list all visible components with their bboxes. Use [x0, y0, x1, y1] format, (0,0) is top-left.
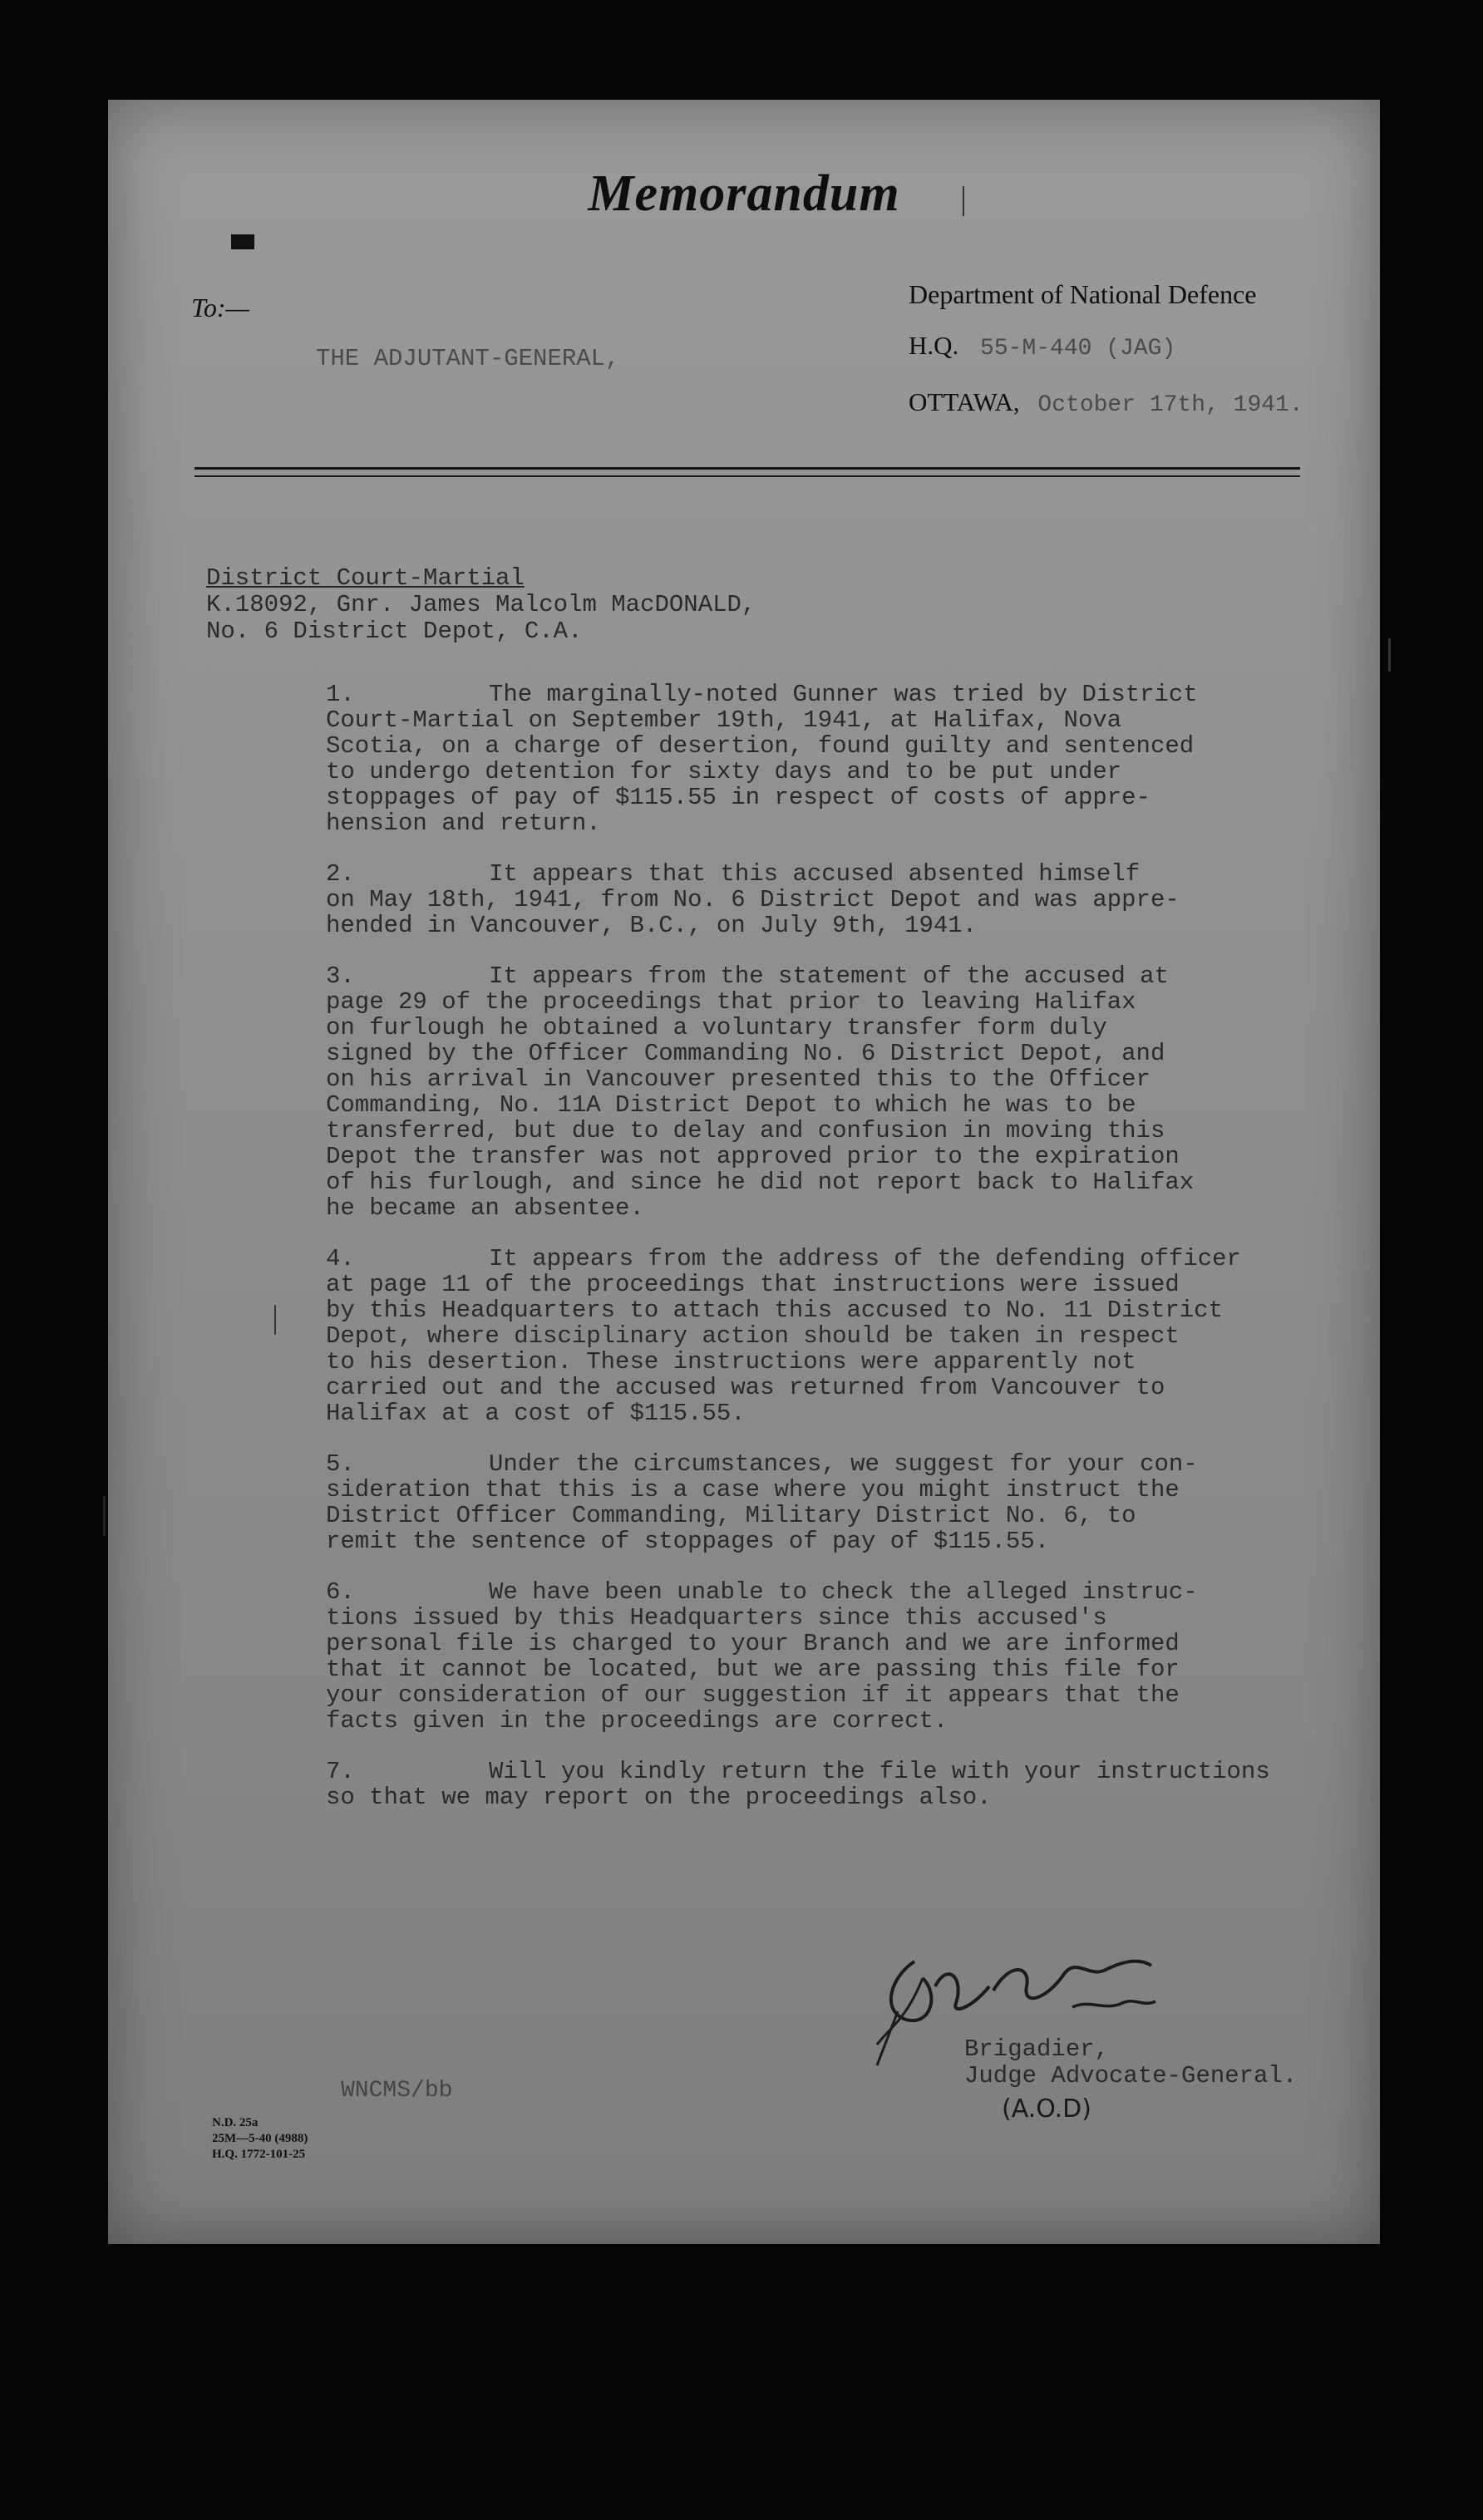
- margin-mark: [274, 1305, 276, 1335]
- paragraph-number: 4.: [326, 1245, 355, 1272]
- hq-label: H.Q.: [909, 331, 959, 360]
- form-reference: [212, 2115, 308, 2163]
- signatory-office: Judge Advocate-General.: [964, 2062, 1298, 2089]
- paragraph-number: 1.: [326, 681, 355, 708]
- form-ref-line-3: H.Q. 1772-101-25: [212, 2148, 306, 2161]
- paragraph-4: [326, 1246, 1348, 1426]
- handwritten-note: (A.O.D): [1002, 2094, 1091, 2124]
- subject-line-1: District Court-Martial: [206, 564, 525, 592]
- header-rule-top: [195, 467, 1300, 470]
- addressee: THE ADJUTANT-GENERAL,: [316, 345, 620, 372]
- paragraph-text: It appears that this accused absented himself on May 18th, 1941, from No. 6 District Depot and was appre- hended in Vancouver, B.C., on July 9th, 1941.: [326, 860, 1180, 939]
- department-name: Department of National Defence: [909, 279, 1257, 309]
- paragraph-6: [326, 1579, 1348, 1734]
- paragraph-text: It appears from the statement of the accused at page 29 of the proceedings that prior to leaving Halifax on furlough he obtained a voluntary transfer form duly signed by the Officer Commanding No. 6 District Depot, and on his arrival in Vancouver presented this to the Officer Commanding, No. 11A District Depot to which he was to be transferred, but due to delay and confusion in moving this Depot the transfer was not approved prior to the expiration of his furlough, and since he did not report back to Halifax he became an absentee.: [326, 962, 1195, 1222]
- paragraph-number: 5.: [326, 1450, 355, 1478]
- subject-line-2: K.18092, Gnr. James Malcolm MacDONALD,: [206, 591, 756, 618]
- header-rule-bottom: [195, 475, 1300, 477]
- paragraph-text: We have been unable to check the alleged instruc- tions issued by this Headquarters since this accused's personal file is charged to your Branch and we are informed that it cannot be located, but we are passing this file for your consideration of our suggestion if it appears that the facts given in the proceedings are correct.: [326, 1578, 1198, 1735]
- paragraph-number: 6.: [326, 1578, 355, 1606]
- paragraph-text: It appears from the address of the defending officer at page 11 of the proceedings that instructions were issued by this Headquarters to attach this accused to No. 11 District Depot, where disciplinary action should be taken in respect to his desertion. These instructions were apparently not carried out and the accused was returned from Vancouver to Halifax at a cost of $115.55.: [326, 1245, 1241, 1427]
- paragraph-3: [326, 963, 1348, 1221]
- paragraph-text: The marginally-noted Gunner was tried by District Court-Martial on September 19th, 1941, at Halifax, Nova Scotia, on a charge of desertion, found guilty and sentenced to undergo detention for sixty days and to be put under stoppages of pay of $115.55 in respect of costs of appre- hension and return.: [326, 681, 1198, 837]
- hq-file-number: 55-M-440 (JAG): [980, 336, 1176, 362]
- subject-line-3: No. 6 District Depot, C.A.: [206, 618, 583, 645]
- paragraph-text: Under the circumstances, we suggest for your con- sideration that this is a case where you might instruct the District Officer Commanding, Military District No. 6, to remit the sentence of stoppages of pay of $115.55.: [326, 1450, 1198, 1555]
- hq-file-row: [909, 331, 1175, 362]
- paragraph-number: 3.: [326, 962, 355, 990]
- signatory-title: [964, 2036, 1297, 2089]
- to-label: To:—: [191, 293, 249, 322]
- memo-body: [326, 682, 1348, 1835]
- paragraph-number: 2.: [326, 860, 355, 888]
- memo-title: Memorandum: [588, 165, 900, 222]
- form-ref-line-1: N.D. 25a: [212, 2116, 259, 2129]
- margin-mark: [103, 1496, 106, 1536]
- paragraph-7: [326, 1759, 1348, 1810]
- typist-initials: WNCMS/bb: [341, 2078, 453, 2104]
- paragraph-1: [326, 682, 1348, 836]
- memo-date: October 17th, 1941.: [1037, 392, 1303, 418]
- margin-mark: [1388, 638, 1391, 672]
- memo-sheet: [108, 100, 1380, 2244]
- signatory-rank: Brigadier,: [964, 2035, 1110, 2063]
- subject-block: [206, 565, 756, 645]
- pencil-tick-mark: [963, 186, 964, 216]
- paragraph-number: 7.: [326, 1758, 355, 1785]
- form-ref-line-2: 25M—5-40 (4988): [212, 2132, 308, 2145]
- paragraph-5: [326, 1451, 1348, 1554]
- ink-blot: [231, 234, 254, 249]
- paragraph-text: Will you kindly return the file with your instructions so that we may report on the proceedings also.: [326, 1758, 1270, 1811]
- place-label: OTTAWA,: [909, 387, 1020, 416]
- paragraph-2: [326, 861, 1348, 938]
- place-date-row: [909, 387, 1303, 418]
